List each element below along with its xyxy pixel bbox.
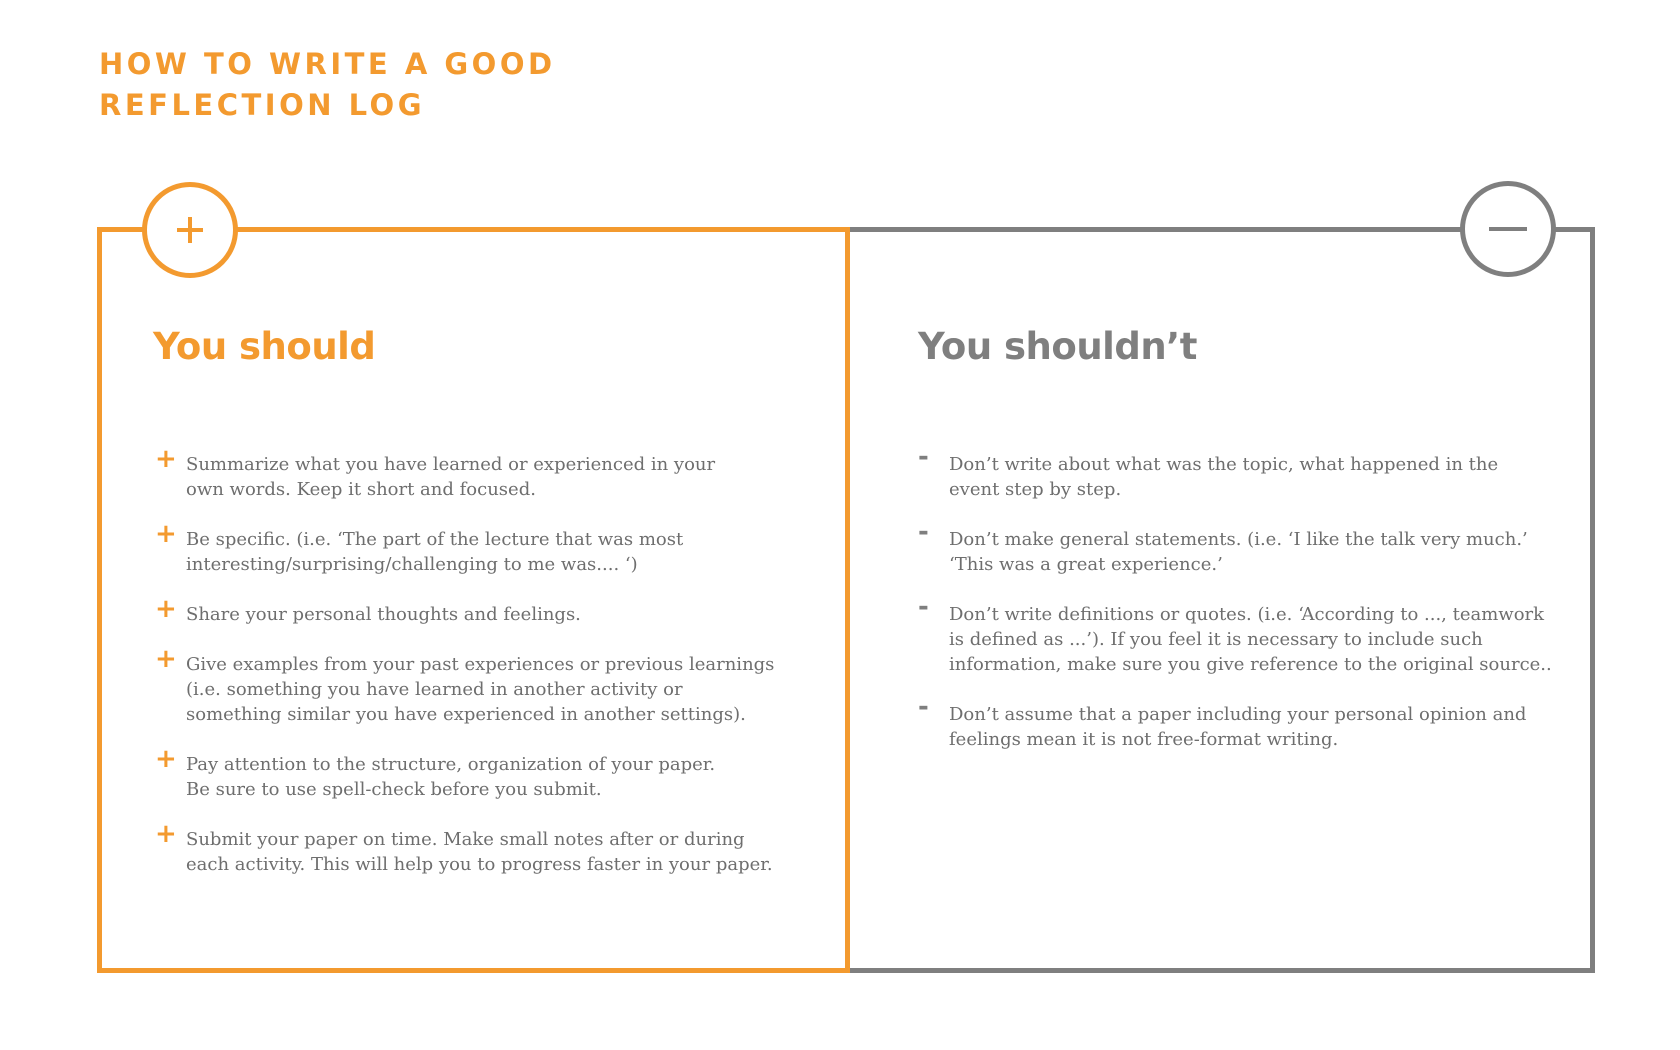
should-item-text [186,452,785,502]
shouldnt-badge [1460,181,1556,277]
plus-bullet-icon: + [155,519,177,549]
should-item-text [186,602,785,627]
should-item [155,594,785,627]
text-line: Don’t assume that a paper including your personal opinion and [949,704,1527,725]
should-badge [142,182,238,278]
plus-bullet-icon: + [155,594,177,624]
text-line: interesting/surprising/challenging to me was.... ‘) [186,554,638,575]
text-line: Give examples from your past experiences or previous learnings [186,654,775,675]
plus-bullet-icon: + [155,819,177,849]
text-line: Share your personal thoughts and feelings. [186,604,581,625]
text-line: Pay attention to the structure, organization of your paper. [186,754,716,775]
plus-bullet-icon: + [155,444,177,474]
shouldnt-heading: You shouldn’t [918,325,1197,368]
text-line: each activity. This will help you to progress faster in your paper. [186,854,773,875]
should-item [155,744,785,802]
page-title-line-2: REFLECTION LOG [99,88,426,122]
shouldnt-item [918,442,1548,502]
should-heading: You should [153,325,376,368]
text-line: ‘This was a great experience.’ [949,554,1223,575]
should-item [155,644,785,727]
text-line: information, make sure you give reference to the original source.. [949,654,1552,675]
shouldnt-item [918,517,1548,577]
minus-bullet-icon: - [918,692,929,722]
text-line: event step by step. [949,479,1122,500]
text-line: Don’t make general statements. (i.e. ‘I like the talk very much.’ [949,529,1528,550]
minus-bullet-icon: - [918,592,929,622]
minus-bullet-icon: - [918,517,929,547]
shouldnt-item-text [949,452,1548,502]
plus-icon [177,217,203,243]
minus-bullet-icon: - [918,442,929,472]
shouldnt-item-text [949,602,1552,677]
text-line: Summarize what you have learned or experienced in your [186,454,716,475]
shouldnt-item-text [949,702,1548,752]
text-line: Submit your paper on time. Make small notes after or during [186,829,745,850]
shouldnt-item-text [949,527,1548,577]
should-item [155,444,785,502]
text-line: own words. Keep it short and focused. [186,479,536,500]
text-line: something similar you have experienced in another settings). [186,704,746,725]
minus-icon [1489,227,1527,231]
text-line: Don’t write definitions or quotes. (i.e. ‘According to ..., teamwork [949,604,1545,625]
text-line: Be sure to use spell-check before you submit. [186,779,602,800]
shouldnt-item [918,592,1552,677]
text-line: (i.e. something you have learned in another activity or [186,679,683,700]
should-item [155,519,785,577]
should-item-text [186,752,785,802]
shouldnt-list [918,442,1552,777]
should-list [155,444,785,902]
text-line: feelings mean it is not free-format writing. [949,729,1339,750]
page-title-line-1: HOW TO WRITE A GOOD [99,47,556,81]
should-item [155,819,785,877]
text-line: Be specific. (i.e. ‘The part of the lecture that was most [186,529,684,550]
plus-bullet-icon: + [155,744,177,774]
should-item-text [186,827,785,877]
shouldnt-item [918,692,1548,752]
text-line: is defined as ...’). If you feel it is necessary to include such [949,629,1483,650]
should-item-text [186,527,785,577]
text-line: Don’t write about what was the topic, what happened in the [949,454,1499,475]
plus-bullet-icon: + [155,644,177,674]
page-title [99,44,556,126]
should-item-text [186,652,785,727]
